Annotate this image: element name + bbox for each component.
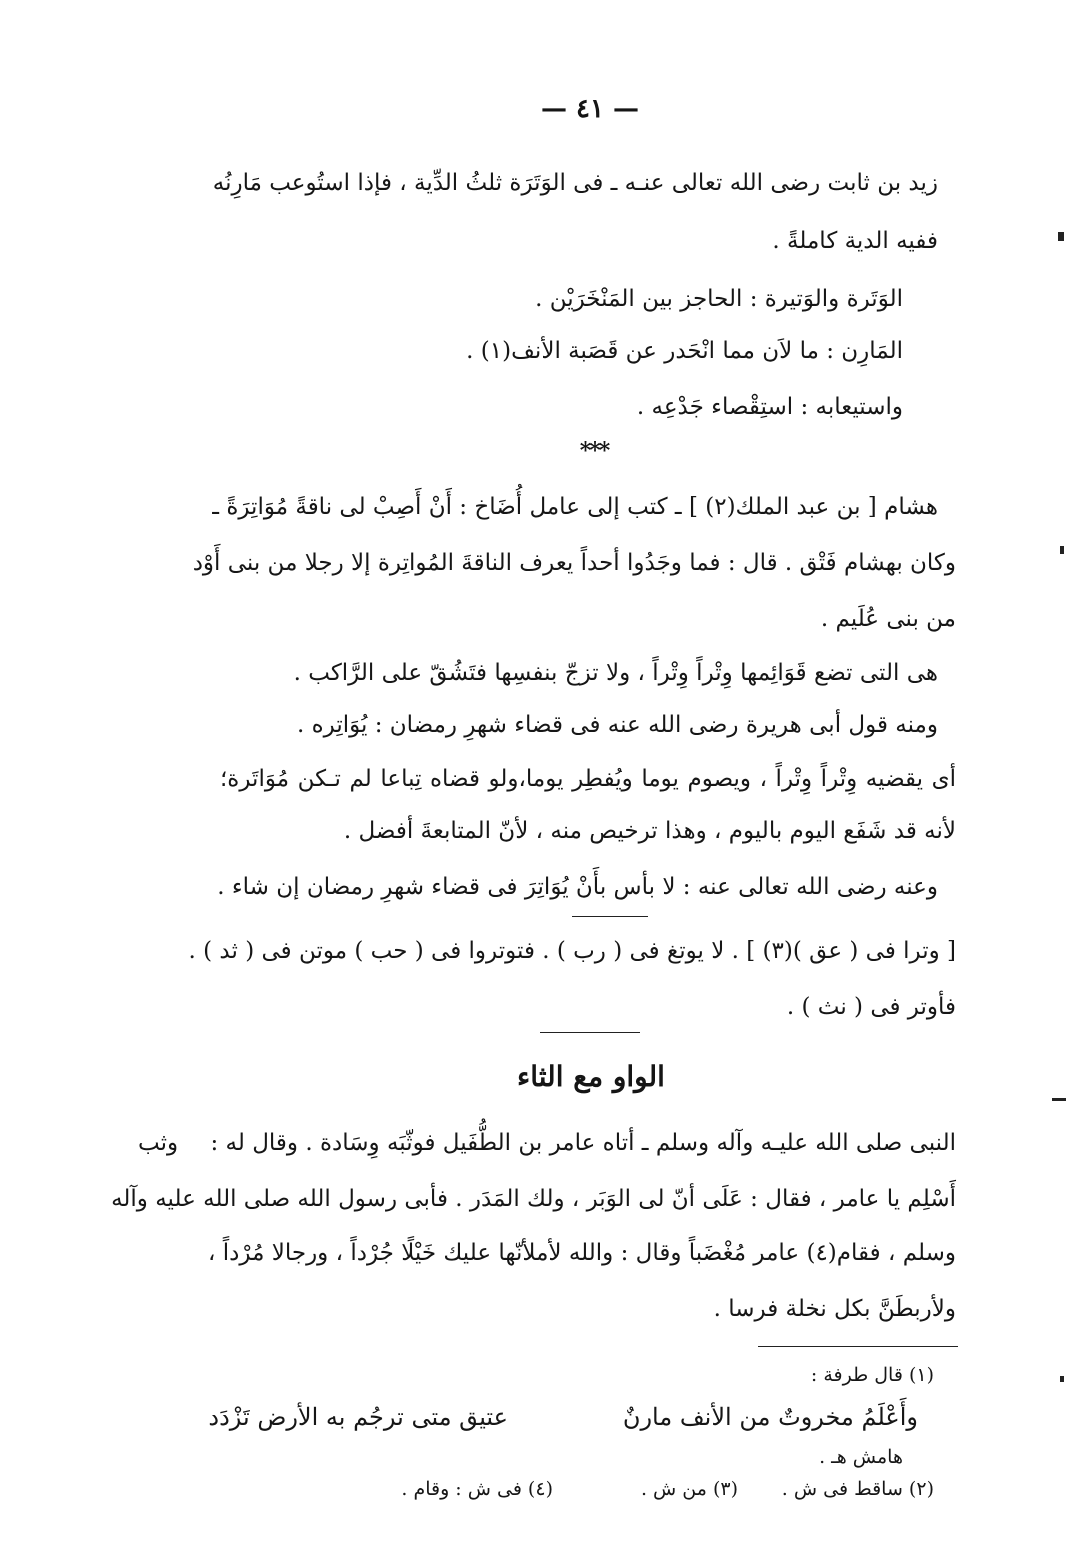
- intro-line-1: زيد بن ثابت رضى الله تعالى عنـه ـ فى الوَتَرَة ثلثُ الدِّية ، فإذا استُوعب مَارِنُه: [212, 170, 938, 196]
- hadith-line-1: النبى صلى الله عليـه وآله وسلم ـ أتاه عامر بن الطُّفَيل فوثّبَه وِسَادة . وقال له :: [210, 1130, 956, 1156]
- section-divider: [540, 1032, 640, 1033]
- explanation-line-1: هى التى تضع قَوَائِمها وِتْراً وِتْراً ، ولا تزجّ بنفسِها فتَشُقّ على الرَّاكب .: [293, 660, 938, 686]
- hisham-line-3: من بنى عُلَيم .: [820, 606, 956, 632]
- edge-mark: [1060, 1376, 1064, 1382]
- hadith-line-2: أَسْلِم يا عامر ، فقال : عَلَى أنّ لى الوَبَر ، ولك المَدَر . فأبى رسول الله صلى الله عليه وآله: [111, 1186, 956, 1212]
- footnote-3: (٣) من ش .: [640, 1478, 738, 1500]
- definition-watara: الوَتَرة والوَتيرة : الحاجز بين المَنْخَرَيْن .: [535, 286, 903, 312]
- explanation-line-2: ومنه قول أبى هريرة رضى الله عنه فى قضاء شهرِ رمضان : يُوَاتِره .: [296, 712, 938, 738]
- edge-mark: [1052, 1098, 1066, 1101]
- intro-line-2: ففيه الدية كاملةً .: [772, 228, 938, 254]
- quote-line: وعنه رضى الله تعالى عنه : لا بأس بأَنْ يُوَاتِرَ فى قضاء شهرِ رمضان إن شاء .: [217, 874, 938, 900]
- footnote-verse-first-half: وأَعْلَمُ مخروتٌ من الأنف مارنٌ: [622, 1403, 918, 1431]
- hadith-line-3: وسلم ، فقام(٤) عامر مُغْضَباً وقال : والله لأملأنّها عليك خَيْلًا جُرْداً ، ورجالا مُرْداً ،: [208, 1240, 956, 1266]
- cross-reference-line-1: [ وترا فى ( عق )(٣) ] . لا يوتغ فى ( رب ) . فتوتروا فى ( حب ) موتن فى ( ثد ) .: [188, 938, 956, 964]
- margin-entry-word: وثب: [138, 1130, 179, 1156]
- qada-line-2: لأنه قد شَفَع اليوم باليوم ، وهذا ترخيص منه ، لأنّ المتابعةَ أفضل .: [343, 818, 956, 844]
- footnote-1-source: هامش هـ .: [819, 1446, 903, 1468]
- definition-istiab: واستيعابه : استِقْصاء جَدْعِه .: [636, 394, 903, 420]
- cross-reference-line-2: فأوتر فى ( نث ) .: [786, 994, 956, 1020]
- page-number: — ٤١ —: [540, 94, 640, 124]
- hisham-line-2: وكان بهشام فَتْق . قال : فما وجَدُوا أحداً يعرف الناقةَ المُواتِرة إلا رجلا من بنى أَوْد: [192, 550, 956, 576]
- footnote-2: (٢) ساقط فى ش .: [781, 1478, 934, 1500]
- qada-line-1: أى يقضيه وِتْراً وِتْراً ، ويصوم يوما ويُفطِر يوما،ولو قضاه تِباعا لم تـكن مُوَاتَرة؛: [220, 766, 956, 792]
- footnote-rule: [758, 1346, 958, 1347]
- hisham-line-1: هشام [ بن عبد الملك(٢) ] ـ كتب إلى عامل أُضَاخ : أَنْ أَصِبْ لى ناقةً مُوَاتِرَةً ـ: [212, 494, 938, 520]
- section-separator: ***: [579, 438, 609, 464]
- edge-mark: [1060, 546, 1064, 554]
- definition-marin: المَارِن : ما لاَن مما انْحَدر عن قَصَبة الأنف(١) .: [466, 338, 903, 364]
- footnote-4: (٤) فى ش : وقام .: [401, 1478, 553, 1500]
- section-heading: الواو مع الثاء: [517, 1060, 665, 1093]
- short-divider: [572, 916, 648, 917]
- footnote-1-label: (١) قال طرفة :: [810, 1364, 934, 1386]
- footnote-verse-second-half: عتيق متى ترجُم به الأرض تَزْدَد: [208, 1403, 508, 1431]
- edge-mark: [1058, 232, 1064, 241]
- hadith-line-4: ولأربطَنَّ بكل نخلة فرسا .: [713, 1296, 956, 1322]
